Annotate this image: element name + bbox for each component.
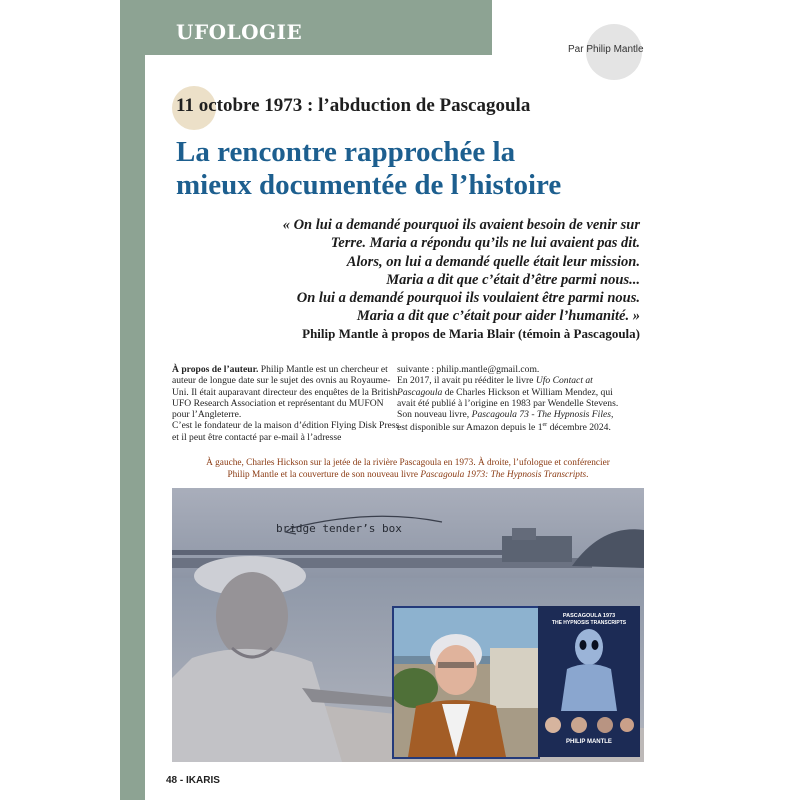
book-cover-author: PHILIP MANTLE bbox=[566, 739, 612, 745]
date-number: 1 bbox=[537, 422, 543, 434]
page-number: 48 bbox=[166, 775, 178, 786]
quote-line: On lui a demandé pourquoi ils voulaient être parmi nous. bbox=[296, 290, 640, 307]
headline-line: La rencontre rapprochée la bbox=[176, 136, 516, 168]
about-column-right bbox=[397, 364, 625, 434]
caption-period: . bbox=[586, 469, 589, 480]
caption-text: Philip Mantle et la couverture de son nouveau livre bbox=[227, 469, 419, 480]
page-footer bbox=[166, 775, 220, 786]
about-lead: À propos de l’auteur. bbox=[172, 364, 259, 375]
about-text: En 2017, il avait pu rééditer le livre bbox=[397, 375, 534, 387]
footer-separator: - bbox=[179, 775, 184, 786]
about-paragraph bbox=[397, 375, 625, 434]
book-cover-title: PASCAGOULA 1973 bbox=[562, 613, 616, 619]
photo-caption bbox=[172, 458, 644, 481]
book-title-1: Ufo Contact at Pascagoula bbox=[397, 375, 593, 398]
handwritten-label: bridge tender’s box bbox=[276, 522, 402, 535]
about-text: de Charles Hickson et William Mendez, qui avait été publié à l’origine en 1983 par Wendelle Stevens. Son nouveau livre, bbox=[397, 386, 619, 421]
quote-attribution: Philip Mantle à propos de Maria Blair (témoin à Pascagoula) bbox=[302, 326, 640, 341]
page-sidebar-band bbox=[120, 0, 145, 800]
book-cover bbox=[538, 606, 640, 757]
about-paragraph: C’est le fondateur de la maison d’édition Flying Disk Press et il peut être contacté par e-mail à l’adresse bbox=[172, 420, 400, 443]
about-paragraph bbox=[172, 364, 400, 420]
about-paragraph: suivante : philip.mantle@gmail.com. bbox=[397, 364, 540, 375]
headline-line: mieux documentée de l’histoire bbox=[176, 169, 562, 201]
quote-line: Maria a dit que c’était pour aider l’humanité. » bbox=[356, 308, 640, 325]
date-ordinal: er bbox=[542, 422, 548, 429]
magazine-name: IKARIS bbox=[186, 775, 220, 786]
byline: Par Philip Mantle bbox=[568, 44, 644, 55]
quote-line: « On lui a demandé pourquoi ils avaient besoin de venir sur bbox=[282, 217, 640, 233]
about-column-left bbox=[172, 364, 400, 443]
quote-line: Maria a dit que c’était d’être parmi nous... bbox=[386, 271, 640, 288]
mantle-portrait-photo bbox=[392, 606, 540, 759]
quote-line: Alors, on lui a demandé quelle était leur mission. bbox=[346, 253, 640, 270]
book-title-2: Pascagoula 73 - The Hypnosis Files, bbox=[471, 409, 614, 421]
pull-quote bbox=[180, 216, 640, 326]
article-kicker: 11 octobre 1973 : l’abduction de Pascagoula bbox=[176, 95, 531, 116]
caption-line: À gauche, Charles Hickson sur la jetée de la rivière Pascagoula en 1973. À droite, l’ufologue et conférencier bbox=[206, 458, 610, 468]
caption-book-title: Pascagoula 1973: The Hypnosis Transcripts bbox=[420, 469, 587, 480]
about-text: Philip Mantle est un chercheur et auteur de longue date sur le sujet des ovnis au Royaume-Uni. Il était auparavant directeur des enquêtes de la British UFO Research Association et représentant du MUFON pour l’Angleterre. bbox=[172, 364, 398, 421]
section-label: UFOLOGIE bbox=[176, 20, 303, 44]
book-cover-subtitle: THE HYPNOSIS TRANSCRIPTS bbox=[551, 620, 627, 626]
about-text: est disponible sur Amazon depuis le bbox=[397, 422, 536, 434]
caption-line bbox=[172, 470, 644, 482]
article-headline bbox=[176, 136, 636, 202]
quote-line: Terre. Maria a répondu qu’ils ne lui avaient pas dit. bbox=[330, 235, 640, 252]
about-text: décembre 2024. bbox=[549, 422, 611, 434]
